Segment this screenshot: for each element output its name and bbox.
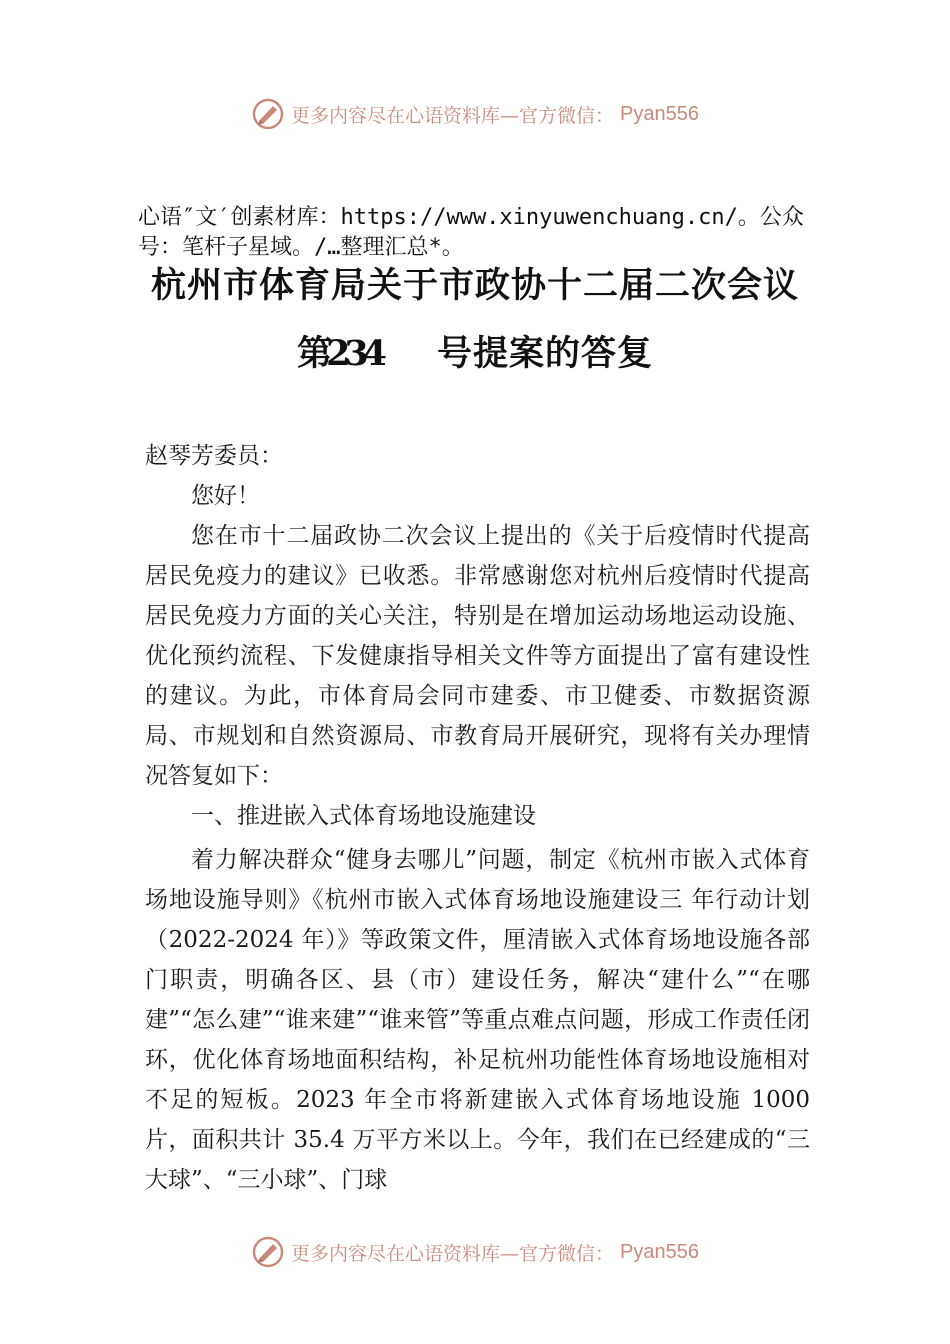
salutation: 赵琴芳委员： [145,443,283,469]
pen-logo-icon [251,97,285,131]
paragraph-intro: 您在市十二届政协二次会议上提出的《关于后疫情时代提高居民免疫力的建议》已收悉。非常感谢您对杭州后疫情时代提高居民免疫力方面的关心关注，特别是在增加运动场地运动设施、优化预约流程、下发健康指导相关文件等方面提出了富有建设性的建议。为此，市体育局会同市建委、市卫健委、市数据资源局、市规划和自然资源局、市教育局开展研究，现将有关办理情况答复如下： [145,523,810,789]
footer-watermark [0,1232,950,1272]
greeting: 您好！ [191,483,260,509]
proposal-number: 第234 [296,333,382,374]
watermark-text: 更多内容尽在心语资料库—官方微信： [291,104,615,127]
source-note: 心语″文′创素材库：https://www.xinyuwenchuang.cn/。公众号：笔杆子星域。/…整理汇总*。 [138,205,804,260]
title-suffix: 号提案的答复 [437,333,654,374]
watermark-account: Pyan556 [620,1240,699,1263]
section-heading-1: 一、推进嵌入式体育场地设施建设 [191,803,536,829]
header-watermark [0,94,950,134]
document-title-line2 [0,326,950,376]
pen-logo-icon [251,1235,285,1269]
document-title-line1: 杭州市体育局关于市政协十二届二次会议 [150,265,799,306]
document-body [145,436,810,1200]
paragraph-section-1: 着力解决群众“健身去哪儿”问题，制定《杭州市嵌入式体育场地设施导则》《杭州市嵌入式体育场地设施建设三 年行动计划（2022-2024 年）》等政策文件，厘清嵌入式体育场地设施各部门职责，明确各区、县（市）建设任务，解决“建什么”“在哪建”“怎么建”“谁来建”“谁来管”等重点难点问题，形成工作责任闭环，优化体育场地面积结构，补足杭州功能性体育场地设施相对不足的短板。2023 年全市将新建嵌入式体育场地设施 1000 片，面积共计 35.4 万平方米以上。今年，我们在已经建成的“三大球”、“三小球”、门球 [145,847,810,1193]
watermark-text: 更多内容尽在心语资料库—官方微信： [291,1242,615,1265]
watermark-account: Pyan556 [620,102,699,125]
